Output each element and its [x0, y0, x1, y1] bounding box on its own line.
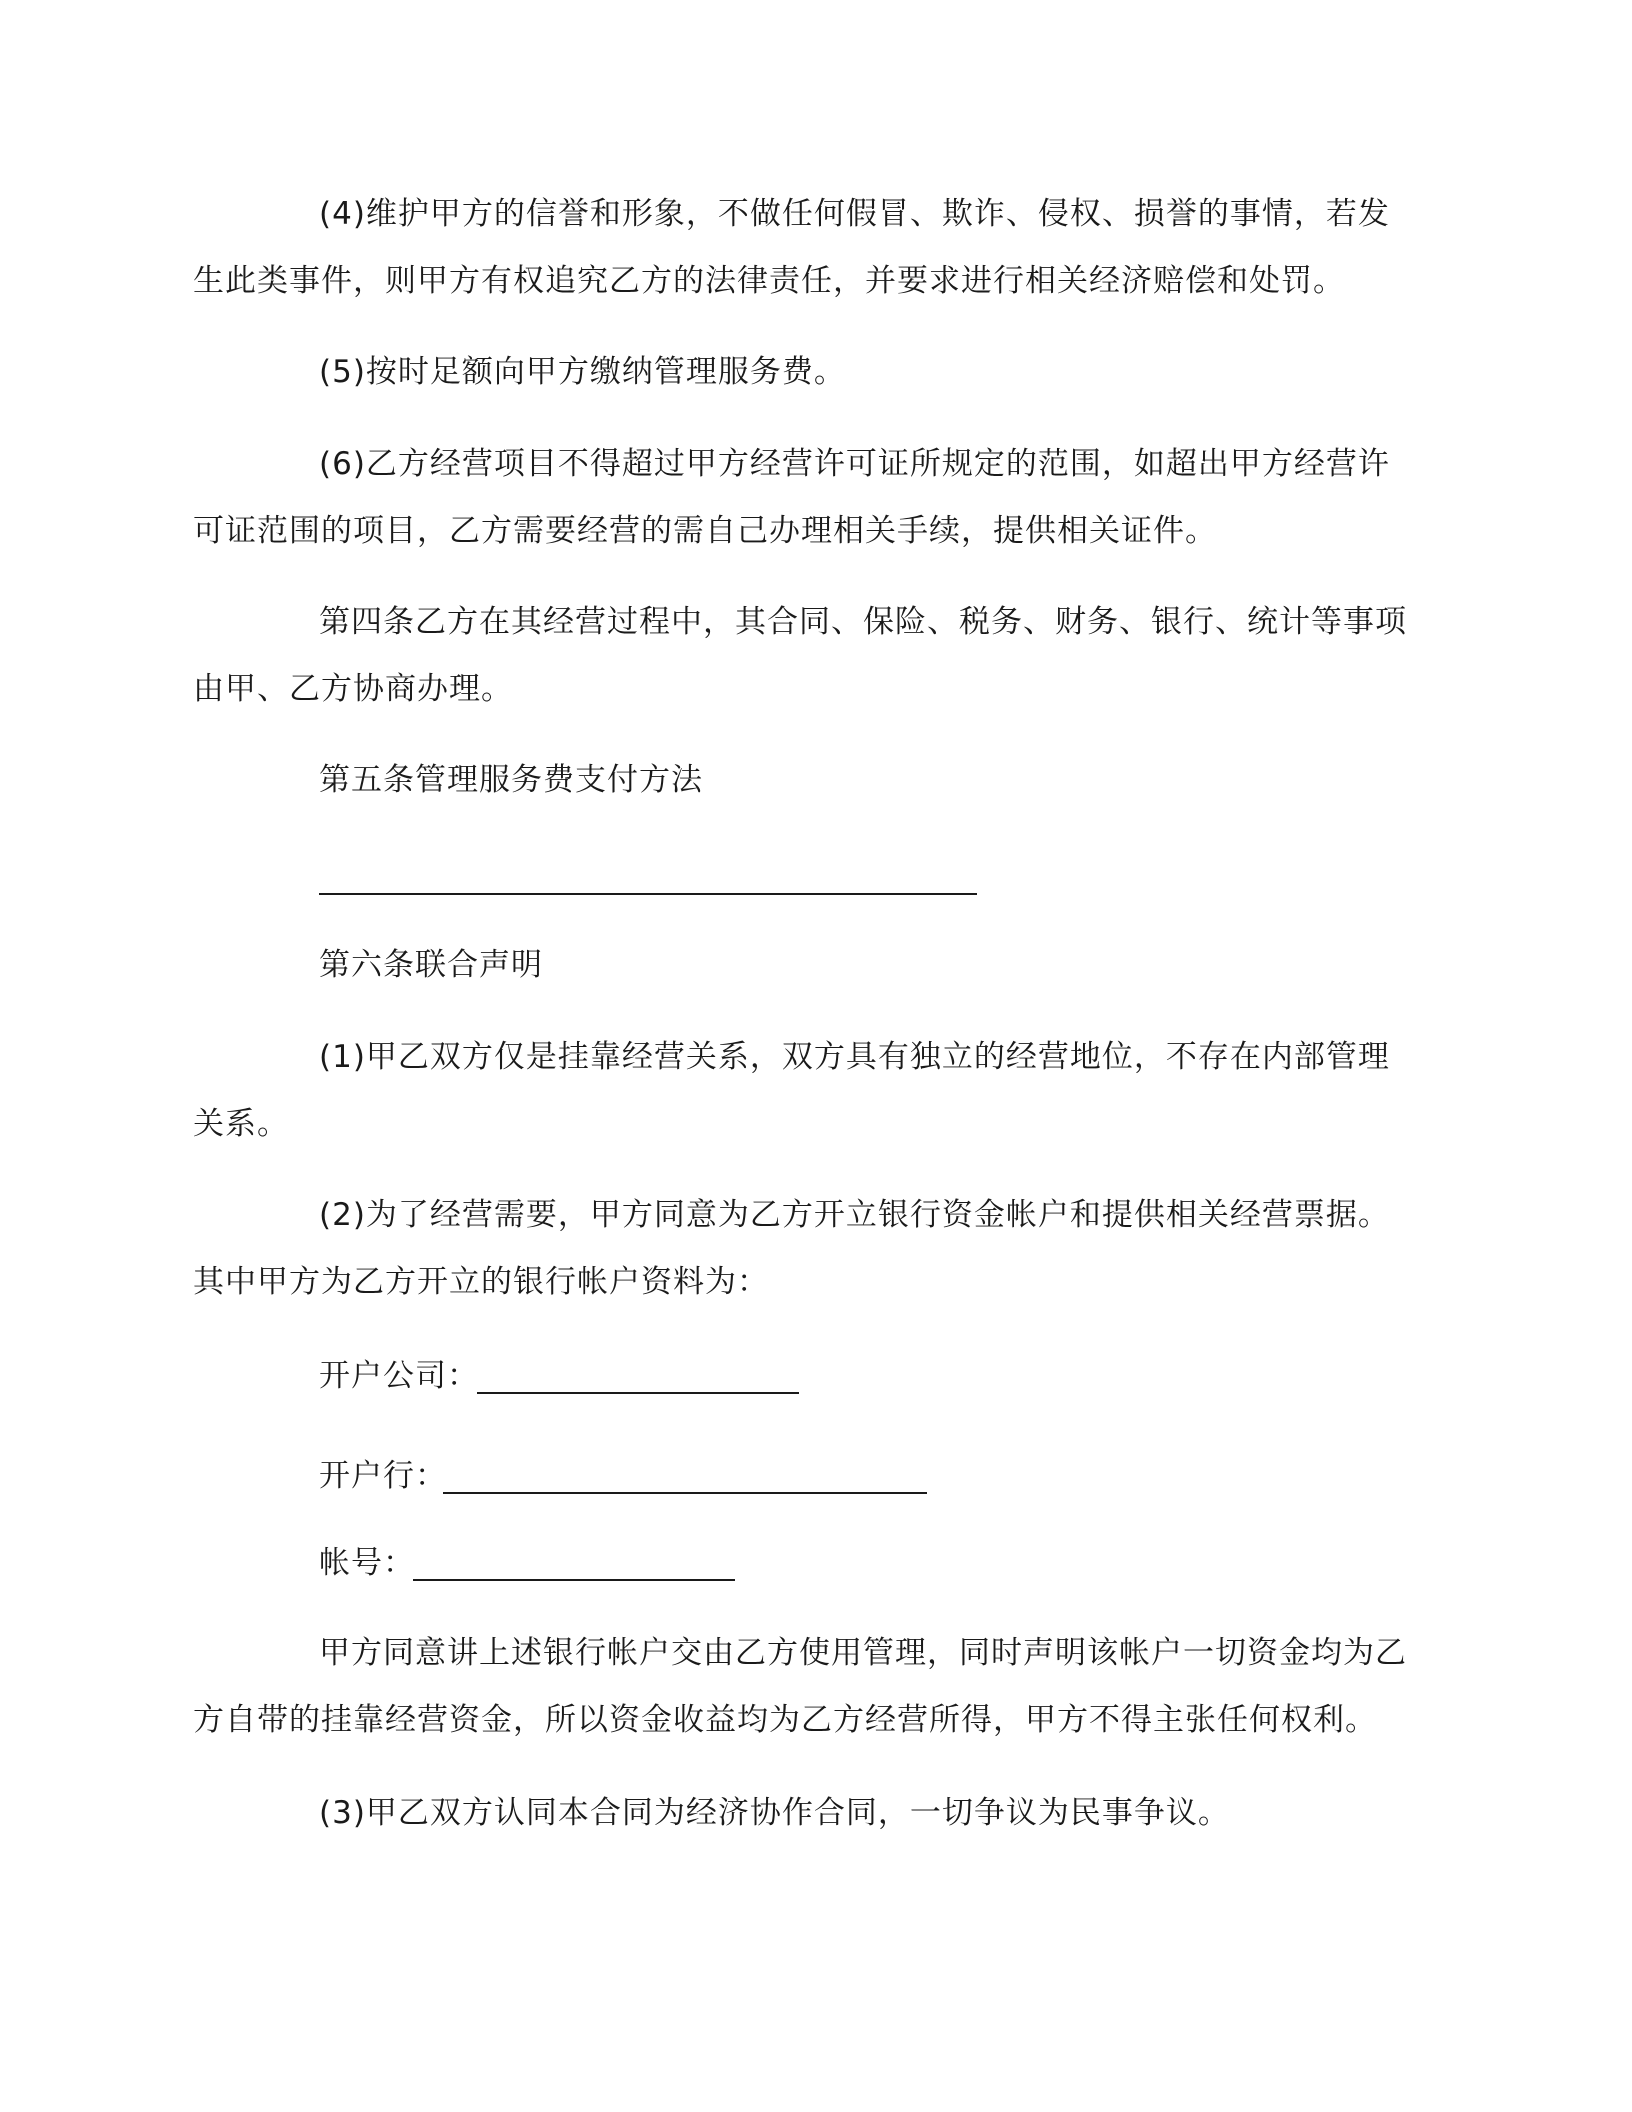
clause-5: (5)按时足额向甲方缴纳管理服务费。 — [319, 354, 846, 390]
article-5-heading: 第五条管理服务费支付方法 — [319, 762, 703, 798]
payment-method-blank-line — [319, 893, 977, 895]
clause-4: (4)维护甲方的信誉和形象，不做任何假冒、欺诈、侵权、损誉的事情，若发生此类事件，则甲方有权追究乙方的法律责任，并要求进行相关经济赔偿和处罚。 — [193, 196, 1390, 299]
article-4: 第四条乙方在其经营过程中，其合同、保险、税务、财务、银行、统计等事项由甲、乙方协商办理。 — [193, 604, 1407, 707]
agreement-paragraph: 甲方同意讲上述银行帐户交由乙方使用管理，同时声明该帐户一切资金均为乙方自带的挂靠经营资金，所以资金收益均为乙方经营所得，甲方不得主张任何权利。 — [193, 1635, 1407, 1738]
clause-6: (6)乙方经营项目不得超过甲方经营许可证所规定的范围，如超出甲方经营许可证范围的项目，乙方需要经营的需自己办理相关手续，提供相关证件。 — [193, 446, 1390, 549]
account-company-label: 开户公司： — [319, 1358, 479, 1394]
declaration-2: (2)为了经营需要，甲方同意为乙方开立银行资金帐户和提供相关经营票据。其中甲方为乙方开立的银行帐户资料为： — [193, 1197, 1390, 1300]
account-number-blank-line — [413, 1579, 735, 1581]
declaration-3: (3)甲乙双方认同本合同为经济协作合同，一切争议为民事争议。 — [319, 1795, 1230, 1831]
article-6-heading: 第六条联合声明 — [319, 947, 543, 983]
bank-label: 开户行： — [319, 1458, 447, 1494]
account-company-blank-line — [477, 1392, 799, 1394]
account-number-label: 帐号： — [319, 1545, 415, 1581]
declaration-1: (1)甲乙双方仅是挂靠经营关系，双方具有独立的经营地位，不存在内部管理关系。 — [193, 1039, 1390, 1142]
bank-blank-line — [443, 1492, 927, 1494]
